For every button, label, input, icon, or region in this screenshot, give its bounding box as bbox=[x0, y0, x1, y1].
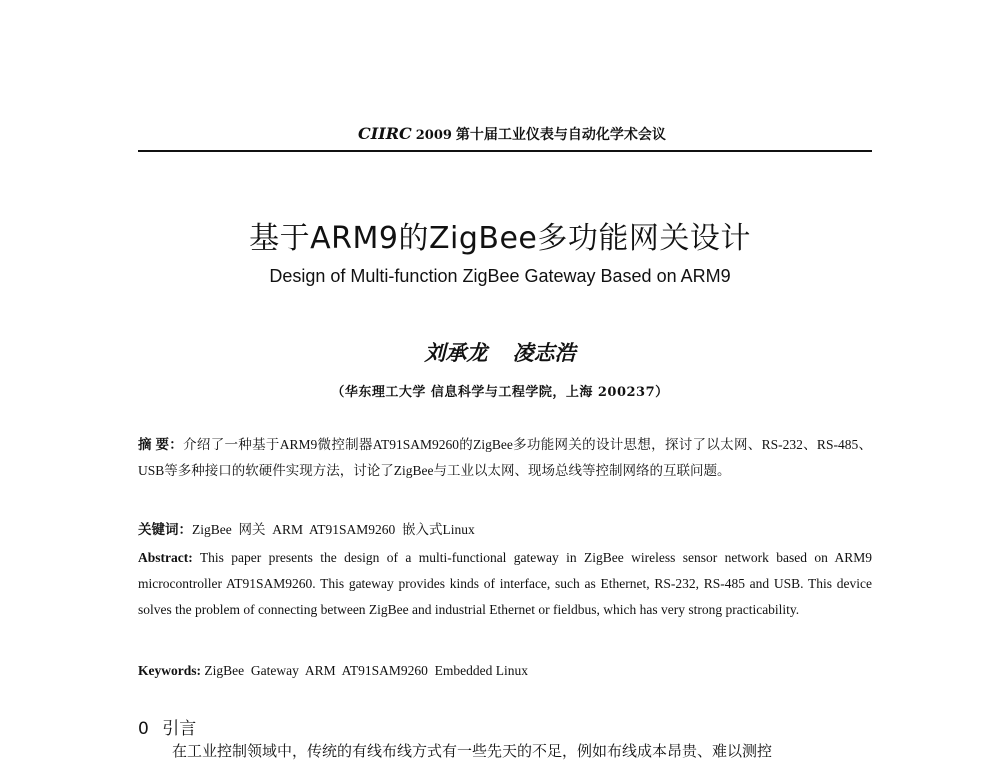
abstract-en-text: This paper presents the design of a multi-functional gateway in ZigBee wireless sensor network based on ARM9 microcontroller AT91SAM9260. This gateway provides kinds of interface, such as Ethernet, RS-232, RS-485 and USB. This device solves the problem of connecting between ZigBee and industrial Ethernet or fieldbus, which has very strong practicability. bbox=[138, 550, 872, 617]
authors: 刘承龙 凌志浩 bbox=[424, 340, 576, 365]
section-title: 引言 bbox=[162, 719, 197, 739]
abstract-cn-text: 介绍了一种基于ARM9微控制器AT91SAM9260的ZigBee多功能网关的设计思想，探讨了以太网、RS-232、RS-485、USB等多种接口的软硬件实现方法，讨论了ZigBee与工业以太网、现场总线等控制网络的互联问题。 bbox=[138, 437, 872, 478]
conference-logo: CIIRC bbox=[358, 124, 412, 143]
keywords-cn-text: ZigBee 网关 ARM AT91SAM9260 嵌入式Linux bbox=[192, 522, 475, 537]
body-paragraph: 在工业控制领域中，传统的有线布线方式有一些先天的不足，例如布线成本昂贵、难以测控 bbox=[172, 742, 773, 760]
conference-name: 第十届工业仪表与自动化学术会议 bbox=[455, 127, 666, 143]
keywords-cn-label: 关键词： bbox=[138, 522, 192, 537]
keywords-chinese bbox=[138, 517, 872, 543]
section-number: 0 bbox=[138, 719, 149, 739]
abstract-chinese bbox=[138, 432, 872, 484]
abstract-en-label: Abstract: bbox=[138, 550, 193, 565]
running-header bbox=[138, 122, 872, 152]
keywords-english bbox=[138, 658, 872, 684]
section-heading-introduction bbox=[138, 714, 196, 739]
abstract-english bbox=[138, 545, 872, 623]
abstract-cn-label: 摘 要： bbox=[138, 437, 184, 452]
keywords-en-label: Keywords: bbox=[138, 663, 201, 678]
conference-banner bbox=[358, 124, 666, 144]
keywords-en-text: ZigBee Gateway ARM AT91SAM9260 Embedded Linux bbox=[204, 663, 528, 678]
title-english: Design of Multi-function ZigBee Gateway Based on ARM9 bbox=[269, 266, 731, 286]
title-chinese: 基于ARM9的ZigBee多功能网关设计 bbox=[249, 221, 751, 256]
affiliation: （华东理工大学 信息科学与工程学院，上海 200237） bbox=[331, 385, 669, 400]
conference-year: 2009 bbox=[415, 128, 452, 143]
